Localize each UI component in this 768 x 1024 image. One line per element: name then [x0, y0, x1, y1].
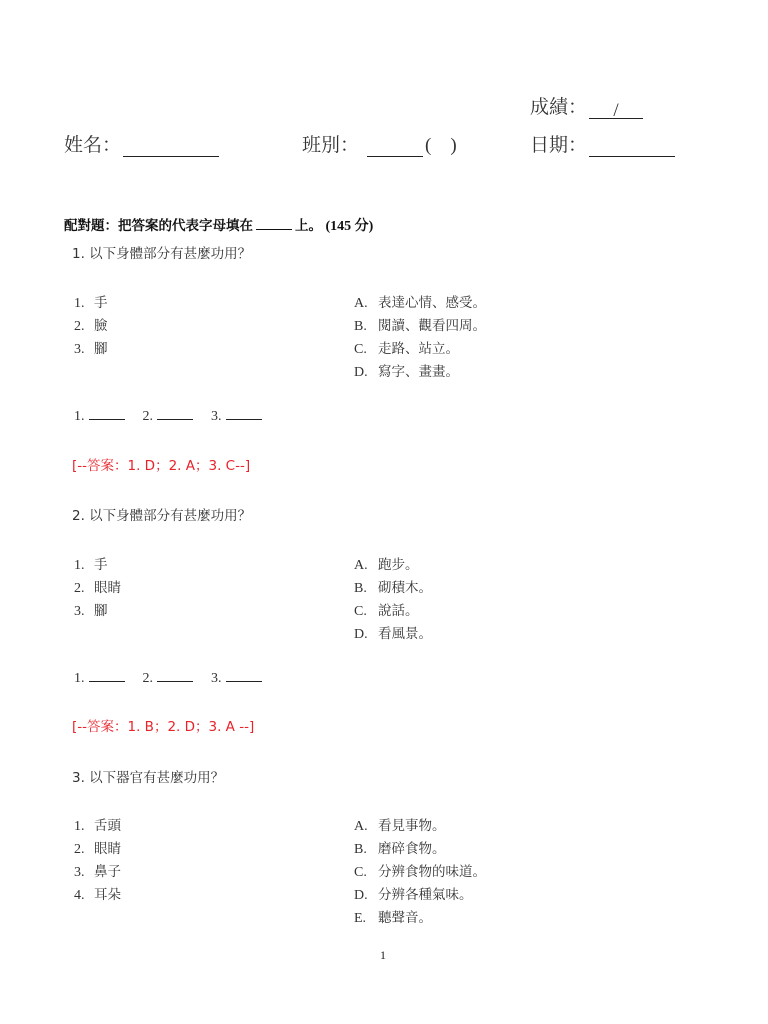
option-text: 分辨食物的味道。 [378, 864, 486, 880]
option-text: 砌積木。 [378, 580, 432, 596]
list-item [74, 884, 121, 907]
question-1-options [354, 292, 486, 384]
section-title [64, 214, 373, 235]
question-2-answer-key [72, 715, 254, 736]
option-letter: B. [354, 842, 367, 857]
item-number: 4. [74, 888, 85, 903]
list-item [74, 838, 121, 861]
score-separator: / [613, 100, 619, 121]
option-letter: D. [354, 627, 368, 642]
option-item [354, 838, 486, 861]
answer-key-text: [--答案：1. B；2. D；3. A --] [72, 719, 255, 735]
option-letter: C. [354, 342, 367, 357]
option-text: 聽聲音。 [378, 910, 432, 926]
question-2-prompt [72, 504, 251, 525]
option-item [354, 861, 486, 884]
answer-blank-label: 1. [74, 409, 85, 424]
score-blank[interactable] [589, 100, 643, 119]
score-label: 成績： [530, 96, 588, 118]
date-blank[interactable] [589, 138, 675, 157]
option-item [354, 884, 486, 907]
date-label: 日期： [530, 134, 588, 156]
question-1-answer-blanks [74, 407, 280, 425]
answer-blank[interactable] [157, 669, 193, 682]
section-title-prefix: 配對題：把答案的代表字母填在 [64, 218, 253, 234]
option-item [354, 315, 486, 338]
option-text: 走路、站立。 [378, 341, 459, 357]
name-label: 姓名： [64, 134, 122, 156]
question-1-answer-key [72, 454, 250, 475]
item-text: 鼻子 [94, 864, 121, 880]
item-text: 眼睛 [94, 841, 121, 857]
name-blank[interactable] [123, 138, 219, 157]
option-letter: D. [354, 365, 368, 380]
option-item [354, 600, 432, 623]
question-2-answer-blanks [74, 669, 280, 687]
item-number: 2. [74, 319, 85, 334]
option-text: 寫字、畫畫。 [378, 364, 459, 380]
title-blank [256, 217, 292, 230]
option-item [354, 292, 486, 315]
class-number-paren[interactable]: ( ) [425, 135, 457, 156]
option-text: 閱讀、觀看四周。 [378, 318, 486, 334]
option-letter: A. [354, 558, 368, 573]
option-letter: A. [354, 296, 368, 311]
answer-key-text: [--答案：1. D；2. A；3. C--] [72, 458, 251, 474]
option-text: 磨碎食物。 [378, 841, 446, 857]
item-number: 2. [74, 842, 85, 857]
question-3-prompt-text: 3. 以下器官有甚麼功用？ [72, 770, 225, 786]
answer-blank-label: 1. [74, 671, 85, 686]
item-number: 1. [74, 558, 85, 573]
answer-blank-label: 2. [142, 409, 153, 424]
option-letter: D. [354, 888, 368, 903]
item-number: 3. [74, 865, 85, 880]
option-text: 表達心情、感受。 [378, 295, 486, 311]
option-letter: B. [354, 319, 367, 334]
list-item [74, 577, 121, 600]
option-letter: A. [354, 819, 368, 834]
option-text: 看風景。 [378, 626, 432, 642]
question-2-items [74, 554, 121, 623]
answer-blank[interactable] [157, 407, 193, 420]
class-label: 班別： [302, 134, 360, 156]
answer-blank-label: 3. [211, 671, 222, 686]
item-number: 1. [74, 296, 85, 311]
score-field [530, 92, 643, 119]
option-item [354, 907, 486, 930]
option-text: 說話。 [378, 603, 419, 619]
option-letter: B. [354, 581, 367, 596]
class-field [302, 130, 457, 157]
item-number: 1. [74, 819, 85, 834]
list-item [74, 554, 121, 577]
option-item [354, 554, 432, 577]
date-field [530, 130, 675, 157]
question-1-prompt [72, 242, 251, 263]
option-item [354, 577, 432, 600]
option-text: 看見事物。 [378, 818, 446, 834]
class-blank[interactable] [367, 138, 423, 157]
item-text: 眼睛 [94, 580, 121, 596]
page-number: 1 [380, 948, 386, 962]
item-number: 3. [74, 604, 85, 619]
list-item [74, 315, 108, 338]
option-text: 跑步。 [378, 557, 419, 573]
item-number: 2. [74, 581, 85, 596]
list-item [74, 292, 108, 315]
option-letter: C. [354, 865, 367, 880]
question-2-options [354, 554, 432, 646]
question-3-items [74, 815, 121, 907]
list-item [74, 600, 121, 623]
answer-blank-label: 3. [211, 409, 222, 424]
option-item [354, 361, 486, 384]
item-text: 舌頭 [94, 818, 121, 834]
question-2-prompt-text: 2. 以下身體部分有甚麼功用？ [72, 508, 252, 524]
answer-blank-label: 2. [142, 671, 153, 686]
option-letter: C. [354, 604, 367, 619]
option-item [354, 623, 432, 646]
question-1-items [74, 292, 108, 361]
question-1-prompt-text: 1. 以下身體部分有甚麼功用？ [72, 246, 252, 262]
answer-blank[interactable] [226, 669, 262, 682]
list-item [74, 861, 121, 884]
option-item [354, 338, 486, 361]
item-text: 手 [94, 557, 108, 573]
item-number: 3. [74, 342, 85, 357]
section-title-suffix: 上。 [295, 218, 322, 234]
list-item [74, 338, 108, 361]
option-letter: E. [354, 911, 367, 926]
answer-blank[interactable] [226, 407, 262, 420]
name-field [64, 130, 219, 157]
answer-blank[interactable] [89, 407, 125, 420]
list-item [74, 815, 121, 838]
item-text: 腳 [94, 341, 108, 357]
section-points: (145 分) [325, 219, 374, 234]
item-text: 耳朵 [94, 887, 121, 903]
option-item [354, 815, 486, 838]
question-3-prompt [72, 766, 224, 787]
item-text: 腳 [94, 603, 108, 619]
item-text: 臉 [94, 318, 108, 334]
answer-blank[interactable] [89, 669, 125, 682]
question-3-options [354, 815, 486, 930]
item-text: 手 [94, 295, 108, 311]
option-text: 分辨各種氣味。 [378, 887, 473, 903]
